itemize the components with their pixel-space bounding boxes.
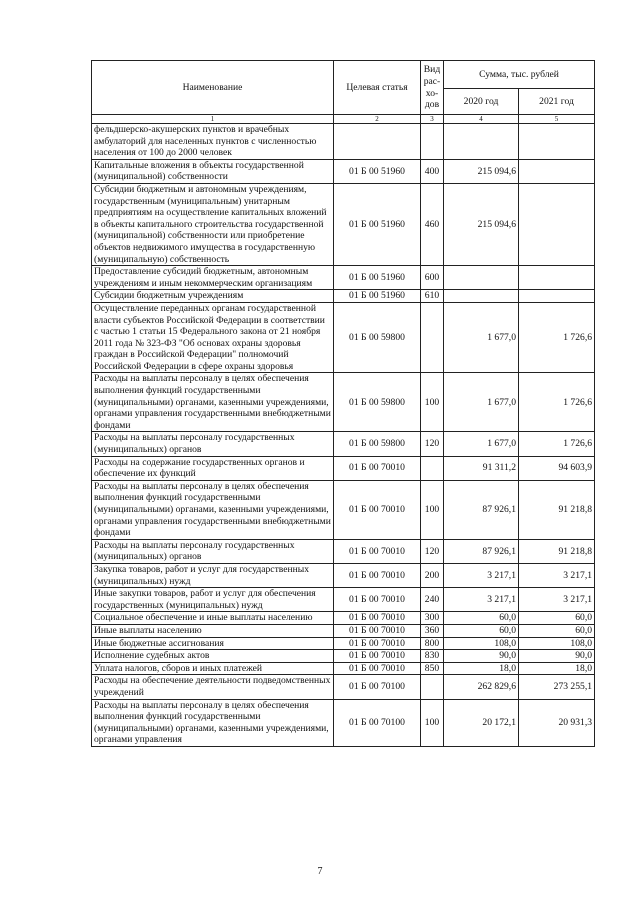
row-sum-2021: 91 218,8 bbox=[519, 539, 595, 563]
row-expense-kind: 100 bbox=[421, 480, 444, 539]
row-expense-kind bbox=[421, 456, 444, 480]
row-name: Субсидии бюджетным и автономным учреждениям, государственным (муниципальным) унитарным предприятиям на осуществление капитальных вложений в объекты капитального строительства государственной (муниципальной) собственности или приобретение объектов недвижимого имущества в государственную (муниципальную) собственность bbox=[92, 183, 334, 265]
row-sum-2021: 90,0 bbox=[519, 650, 595, 663]
row-name: Закупка товаров, работ и услуг для государственных (муниципальных) нужд bbox=[92, 563, 334, 587]
row-sum-2020: 60,0 bbox=[444, 612, 519, 625]
row-sum-2021 bbox=[519, 159, 595, 183]
row-sum-2020: 1 677,0 bbox=[444, 302, 519, 373]
row-expense-kind: 360 bbox=[421, 624, 444, 637]
row-target-article: 01 Б 00 59800 bbox=[334, 302, 421, 373]
row-expense-kind: 240 bbox=[421, 588, 444, 612]
row-target-article: 01 Б 00 51960 bbox=[334, 159, 421, 183]
row-target-article bbox=[334, 124, 421, 160]
row-name: фельдшерско-акушерских пунктов и врачебных амбулаторий для населенных пунктов с численностью населения от 100 до 2000 человек bbox=[92, 124, 334, 160]
row-target-article: 01 Б 00 59800 bbox=[334, 432, 421, 456]
row-target-article: 01 Б 00 70010 bbox=[334, 480, 421, 539]
row-target-article: 01 Б 00 70010 bbox=[334, 624, 421, 637]
row-sum-2020: 3 217,1 bbox=[444, 588, 519, 612]
row-name: Исполнение судебных актов bbox=[92, 650, 334, 663]
row-expense-kind: 850 bbox=[421, 662, 444, 675]
row-expense-kind bbox=[421, 675, 444, 699]
table-row bbox=[92, 624, 595, 637]
row-expense-kind bbox=[421, 124, 444, 160]
row-sum-2020: 1 677,0 bbox=[444, 373, 519, 432]
table-row bbox=[92, 480, 595, 539]
row-target-article: 01 Б 00 70010 bbox=[334, 563, 421, 587]
table-row bbox=[92, 563, 595, 587]
row-sum-2020: 20 172,1 bbox=[444, 699, 519, 746]
row-target-article: 01 Б 00 70010 bbox=[334, 650, 421, 663]
row-expense-kind: 100 bbox=[421, 699, 444, 746]
row-expense-kind: 100 bbox=[421, 373, 444, 432]
row-name: Расходы на содержание государственных органов и обеспечение их функций bbox=[92, 456, 334, 480]
row-sum-2021 bbox=[519, 290, 595, 303]
row-expense-kind: 120 bbox=[421, 432, 444, 456]
row-sum-2021: 18,0 bbox=[519, 662, 595, 675]
row-target-article: 01 Б 00 70010 bbox=[334, 588, 421, 612]
row-expense-kind: 600 bbox=[421, 266, 444, 290]
row-expense-kind: 120 bbox=[421, 539, 444, 563]
table-row bbox=[92, 290, 595, 303]
row-name: Расходы на обеспечение деятельности подведомственных учреждений bbox=[92, 675, 334, 699]
row-target-article: 01 Б 00 70010 bbox=[334, 456, 421, 480]
row-sum-2020: 215 094,6 bbox=[444, 183, 519, 265]
row-sum-2021: 1 726,6 bbox=[519, 432, 595, 456]
row-sum-2021: 60,0 bbox=[519, 612, 595, 625]
row-expense-kind: 610 bbox=[421, 290, 444, 303]
row-sum-2020: 87 926,1 bbox=[444, 539, 519, 563]
row-sum-2020: 91 311,2 bbox=[444, 456, 519, 480]
page-number: 7 bbox=[317, 866, 323, 877]
row-target-article: 01 Б 00 51960 bbox=[334, 290, 421, 303]
row-expense-kind: 400 bbox=[421, 159, 444, 183]
column-index-row bbox=[92, 115, 595, 124]
row-sum-2021: 60,0 bbox=[519, 624, 595, 637]
row-name: Капитальные вложения в объекты государственной (муниципальной) собственности bbox=[92, 159, 334, 183]
row-sum-2021 bbox=[519, 183, 595, 265]
row-sum-2020: 215 094,6 bbox=[444, 159, 519, 183]
row-sum-2021: 20 931,3 bbox=[519, 699, 595, 746]
header-expense-kind: Вид рас- хо- дов bbox=[421, 61, 444, 115]
row-sum-2020: 87 926,1 bbox=[444, 480, 519, 539]
row-target-article: 01 Б 00 59800 bbox=[334, 373, 421, 432]
table-row bbox=[92, 302, 595, 373]
budget-table bbox=[91, 60, 595, 747]
row-sum-2021: 3 217,1 bbox=[519, 563, 595, 587]
row-target-article: 01 Б 00 70010 bbox=[334, 662, 421, 675]
table-row bbox=[92, 159, 595, 183]
row-name: Субсидии бюджетным учреждениям bbox=[92, 290, 334, 303]
table-row bbox=[92, 183, 595, 265]
row-sum-2021: 3 217,1 bbox=[519, 588, 595, 612]
row-sum-2020: 3 217,1 bbox=[444, 563, 519, 587]
header-name: Наименование bbox=[92, 61, 334, 115]
row-name: Расходы на выплаты персоналу в целях обеспечения выполнения функций государственными (муниципальными) органами, казенными учреждениями, органами управления государственными внебюджетными фондами bbox=[92, 480, 334, 539]
column-index: 5 bbox=[519, 115, 595, 124]
row-expense-kind bbox=[421, 302, 444, 373]
row-name: Расходы на выплаты персоналу государственных (муниципальных) органов bbox=[92, 539, 334, 563]
table-row bbox=[92, 432, 595, 456]
row-target-article: 01 Б 00 51960 bbox=[334, 266, 421, 290]
row-sum-2021: 91 218,8 bbox=[519, 480, 595, 539]
row-name: Иные выплаты населению bbox=[92, 624, 334, 637]
row-sum-2020 bbox=[444, 124, 519, 160]
row-sum-2021: 108,0 bbox=[519, 637, 595, 650]
row-expense-kind: 460 bbox=[421, 183, 444, 265]
column-index: 4 bbox=[444, 115, 519, 124]
row-sum-2020: 90,0 bbox=[444, 650, 519, 663]
header-year-2021: 2021 год bbox=[519, 89, 595, 115]
row-expense-kind: 200 bbox=[421, 563, 444, 587]
header-target-article: Целевая статья bbox=[334, 61, 421, 115]
row-target-article: 01 Б 00 51960 bbox=[334, 183, 421, 265]
row-sum-2021 bbox=[519, 266, 595, 290]
row-sum-2020 bbox=[444, 266, 519, 290]
table-row bbox=[92, 612, 595, 625]
row-sum-2020: 1 677,0 bbox=[444, 432, 519, 456]
column-index: 3 bbox=[421, 115, 444, 124]
row-expense-kind: 300 bbox=[421, 612, 444, 625]
table-row bbox=[92, 699, 595, 746]
table-row bbox=[92, 662, 595, 675]
header-year-2020: 2020 год bbox=[444, 89, 519, 115]
row-sum-2020: 108,0 bbox=[444, 637, 519, 650]
row-sum-2021: 273 255,1 bbox=[519, 675, 595, 699]
table-row bbox=[92, 588, 595, 612]
row-name: Иные бюджетные ассигнования bbox=[92, 637, 334, 650]
row-name: Социальное обеспечение и иные выплаты населению bbox=[92, 612, 334, 625]
row-sum-2021: 1 726,6 bbox=[519, 373, 595, 432]
table-body bbox=[92, 124, 595, 747]
table-row bbox=[92, 675, 595, 699]
row-sum-2020 bbox=[444, 290, 519, 303]
row-expense-kind: 830 bbox=[421, 650, 444, 663]
row-name: Расходы на выплаты персоналу государственных (муниципальных) органов bbox=[92, 432, 334, 456]
row-sum-2020: 18,0 bbox=[444, 662, 519, 675]
row-target-article: 01 Б 00 70010 bbox=[334, 612, 421, 625]
row-name: Расходы на выплаты персоналу в целях обеспечения выполнения функций государственными (муниципальными) органами, казенными учреждениями, органами управления bbox=[92, 699, 334, 746]
row-sum-2021: 1 726,6 bbox=[519, 302, 595, 373]
column-index: 2 bbox=[334, 115, 421, 124]
row-name: Иные закупки товаров, работ и услуг для обеспечения государственных (муниципальных) нужд bbox=[92, 588, 334, 612]
row-name: Уплата налогов, сборов и иных платежей bbox=[92, 662, 334, 675]
row-expense-kind: 800 bbox=[421, 637, 444, 650]
table-row bbox=[92, 124, 595, 160]
row-sum-2020: 262 829,6 bbox=[444, 675, 519, 699]
row-name: Предоставление субсидий бюджетным, автономным учреждениям и иным некоммерческим организациям bbox=[92, 266, 334, 290]
table-row bbox=[92, 266, 595, 290]
row-target-article: 01 Б 00 70010 bbox=[334, 637, 421, 650]
row-name: Расходы на выплаты персоналу в целях обеспечения выполнения функций государственными (муниципальными) органами, казенными учреждениями, органами управления государственными внебюджетными фондами bbox=[92, 373, 334, 432]
row-sum-2020: 60,0 bbox=[444, 624, 519, 637]
row-target-article: 01 Б 00 70010 bbox=[334, 539, 421, 563]
column-index: 1 bbox=[92, 115, 334, 124]
table-row bbox=[92, 373, 595, 432]
row-name: Осуществление переданных органам государственной власти субъектов Российской Федерации в соответствии с частью 1 статьи 15 Федерального закона от 21 ноября 2011 года № 323-ФЗ "Об основах охраны здоровья граждан в Российской Федерации" полномочий Российской Федерации в сфере охраны здоровья bbox=[92, 302, 334, 373]
row-target-article: 01 Б 00 70100 bbox=[334, 675, 421, 699]
table-row bbox=[92, 456, 595, 480]
header-sum: Сумма, тыс. рублей bbox=[444, 61, 595, 89]
row-target-article: 01 Б 00 70100 bbox=[334, 699, 421, 746]
table-row bbox=[92, 637, 595, 650]
table-row bbox=[92, 539, 595, 563]
row-sum-2021 bbox=[519, 124, 595, 160]
table-row bbox=[92, 650, 595, 663]
row-sum-2021: 94 603,9 bbox=[519, 456, 595, 480]
